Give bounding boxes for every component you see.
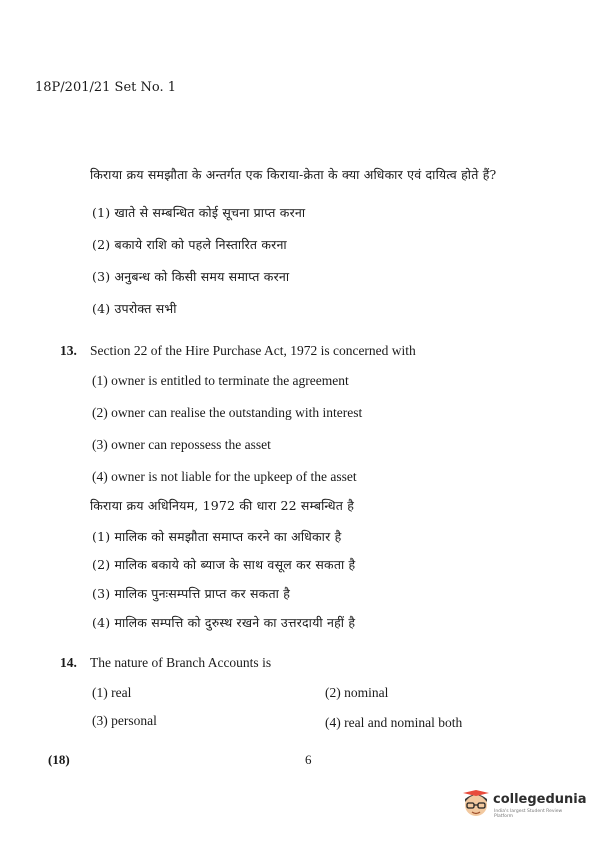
q12-hindi-question: किराया क्रय समझौता के अन्तर्गत एक किराया-क्रेता के क्या अधिकार एवं दायित्व होते हैं? — [90, 167, 497, 182]
q13-hindi-option-3: (3) मालिक पुनःसम्पत्ति प्राप्त कर सकता है — [92, 586, 291, 601]
q13-option-4: (4) owner is not liable for the upkeep of the asset — [92, 469, 357, 484]
logo-wordmark: collegedunia — [493, 792, 587, 807]
logo-tagline: India's largest Student Review Platform — [494, 809, 563, 819]
q13-hindi-question: किराया क्रय अधिनियम, 1972 की धारा 22 सम्बन्धित है — [90, 498, 355, 513]
q14-option-1: (1) real — [92, 685, 132, 700]
q13-hindi-option-1: (1) मालिक को समझौता समाप्त करने का अधिकार है — [92, 529, 342, 544]
q12-hindi-option-2: (2) बकाये राशि को पहले निस्तारित करना — [92, 237, 287, 252]
q13-option-3: (3) owner can repossess the asset — [92, 437, 271, 452]
q13-question: Section 22 of the Hire Purchase Act, 1972 is concerned with — [90, 343, 416, 358]
q14-number: 14. — [60, 655, 77, 670]
q13-option-1: (1) owner is entitled to terminate the agreement — [92, 373, 349, 388]
q13-option-2: (2) owner can realise the outstanding with interest — [92, 405, 363, 420]
q14-option-4: (4) real and nominal both — [325, 715, 463, 730]
q13-hindi-option-4: (4) मालिक सम्पत्ति को दुरुस्थ रखने का उत्तरदायी नहीं है — [92, 615, 356, 630]
q13-number: 13. — [60, 343, 77, 358]
q14-option-2: (2) nominal — [325, 685, 389, 700]
paper-code: 18P/201/21 Set No. 1 — [35, 80, 177, 95]
q12-hindi-option-1: (1) खाते से सम्बन्धित कोई सूचना प्राप्त करना — [92, 205, 306, 220]
page-number: 6 — [305, 752, 312, 767]
collegedunia-logo — [462, 790, 587, 822]
q12-hindi-option-3: (3) अनुबन्ध को किसी समय समाप्त करना — [92, 269, 290, 284]
student-avatar-icon — [462, 790, 490, 818]
q12-hindi-option-4: (4) उपरोक्त सभी — [92, 301, 177, 316]
q14-option-3: (3) personal — [92, 713, 157, 728]
footer-code: (18) — [48, 752, 70, 767]
q13-hindi-option-2: (2) मालिक बकाये को ब्याज के साथ वसूल कर सकता है — [92, 557, 356, 572]
q14-question: The nature of Branch Accounts is — [90, 655, 272, 670]
